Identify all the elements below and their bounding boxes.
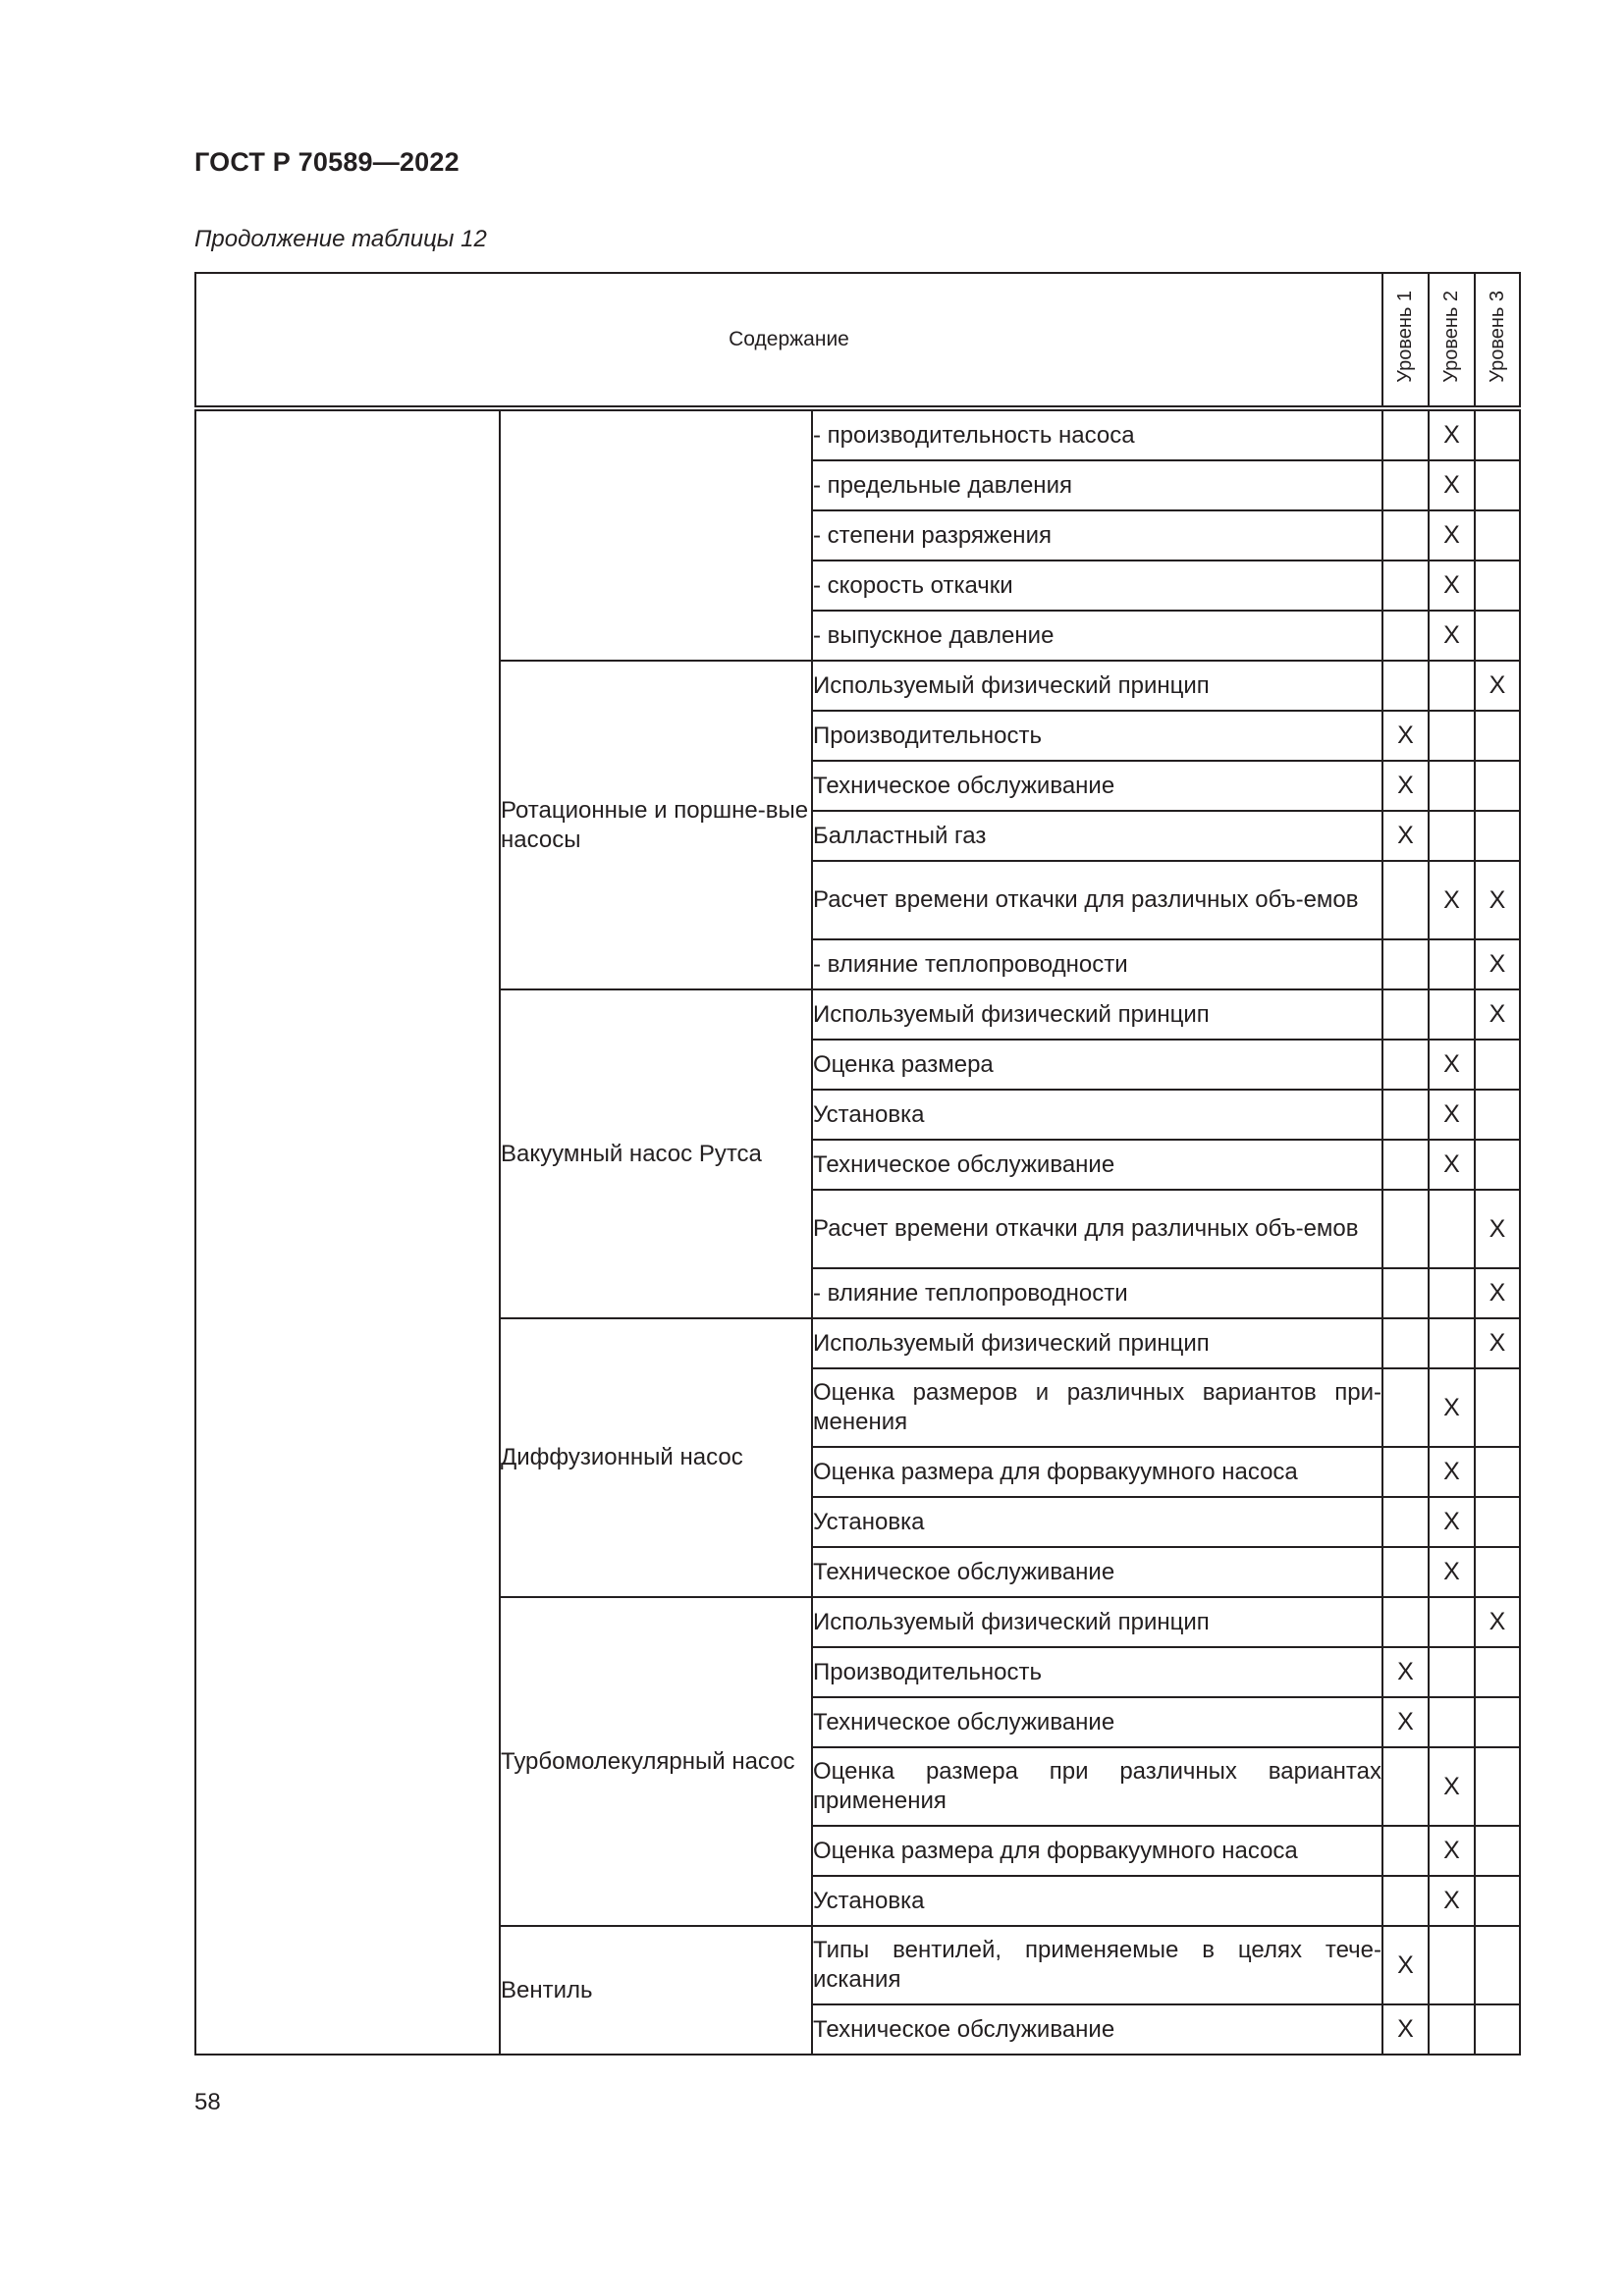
- level-2-mark: X: [1429, 561, 1475, 611]
- level-2-mark: X: [1429, 861, 1475, 939]
- topic-cell: [195, 408, 500, 2055]
- level-2-mark: X: [1429, 1547, 1475, 1597]
- content-cell: Оценка размера при различных вариантах применения: [812, 1747, 1382, 1826]
- content-cell: Используемый физический принцип: [812, 1318, 1382, 1368]
- level-1-mark: [1382, 1090, 1429, 1140]
- content-cell: Установка: [812, 1090, 1382, 1140]
- content-cell: Техническое обслуживание: [812, 761, 1382, 811]
- level-1-mark: [1382, 1876, 1429, 1926]
- level-3-mark: [1475, 1040, 1520, 1090]
- content-cell: Техническое обслуживание: [812, 2004, 1382, 2055]
- level-1-mark: [1382, 939, 1429, 989]
- content-cell: Установка: [812, 1876, 1382, 1926]
- subtopic-cell: [500, 408, 812, 661]
- level-2-mark: X: [1429, 1090, 1475, 1140]
- level-3-mark: [1475, 561, 1520, 611]
- table-header-row: [195, 273, 1520, 408]
- content-cell: Оценка размера: [812, 1040, 1382, 1090]
- level-2-mark: X: [1429, 460, 1475, 510]
- subtopic-cell: Ротационные и поршне-вые насосы: [500, 661, 812, 989]
- level-3-mark: [1475, 711, 1520, 761]
- level-3-mark: X: [1475, 1597, 1520, 1647]
- level-2-mark: [1429, 1697, 1475, 1747]
- level-1-mark: [1382, 1747, 1429, 1826]
- level-1-mark: X: [1382, 1647, 1429, 1697]
- subtopic-cell: Диффузионный насос: [500, 1318, 812, 1597]
- level-2-mark: X: [1429, 1368, 1475, 1447]
- level-3-mark: [1475, 1647, 1520, 1697]
- content-cell: Техническое обслуживание: [812, 1547, 1382, 1597]
- content-cell: Оценка размера для форвакуумного насоса: [812, 1447, 1382, 1497]
- level-2-mark: [1429, 939, 1475, 989]
- level-1-mark: X: [1382, 711, 1429, 761]
- level-3-mark: [1475, 811, 1520, 861]
- level-1-mark: [1382, 561, 1429, 611]
- level-1-mark: X: [1382, 2004, 1429, 2055]
- subtopic-cell: Вакуумный насос Рутса: [500, 989, 812, 1318]
- content-cell: Производительность: [812, 711, 1382, 761]
- content-cell: Используемый физический принцип: [812, 1597, 1382, 1647]
- level-3-mark: [1475, 1547, 1520, 1597]
- content-cell: Оценка размера для форвакуумного насоса: [812, 1826, 1382, 1876]
- level-1-mark: X: [1382, 761, 1429, 811]
- level-2-mark: [1429, 2004, 1475, 2055]
- level-3-mark: [1475, 1497, 1520, 1547]
- level-1-mark: [1382, 1497, 1429, 1547]
- level-1-mark: [1382, 1268, 1429, 1318]
- content-cell: - влияние теплопроводности: [812, 1268, 1382, 1318]
- level-2-mark: X: [1429, 510, 1475, 561]
- level-1-mark: [1382, 510, 1429, 561]
- level-2-mark: [1429, 1190, 1475, 1268]
- level-3-mark: X: [1475, 989, 1520, 1040]
- level-1-mark: X: [1382, 1926, 1429, 2004]
- level-2-mark: X: [1429, 611, 1475, 661]
- level-1-mark: [1382, 460, 1429, 510]
- level-1-mark: [1382, 989, 1429, 1040]
- level-2-mark: X: [1429, 1826, 1475, 1876]
- content-cell: Расчет времени откачки для различных объ-емов: [812, 861, 1382, 939]
- content-cell: Типы вентилей, применяемые в целях тече-искания: [812, 1926, 1382, 2004]
- table-caption: Продолжение таблицы 12: [194, 226, 487, 252]
- level-2-mark: [1429, 1597, 1475, 1647]
- content-cell: - влияние теплопроводности: [812, 939, 1382, 989]
- level-3-mark: [1475, 761, 1520, 811]
- content-cell: Установка: [812, 1497, 1382, 1547]
- level-2-mark: [1429, 811, 1475, 861]
- content-cell: Используемый физический принцип: [812, 989, 1382, 1040]
- level-3-mark: X: [1475, 1190, 1520, 1268]
- level-3-mark: X: [1475, 1268, 1520, 1318]
- level-3-mark: [1475, 408, 1520, 460]
- content-cell: - степени разряжения: [812, 510, 1382, 561]
- level-1-mark: X: [1382, 811, 1429, 861]
- level-1-mark: [1382, 611, 1429, 661]
- level-2-mark: [1429, 711, 1475, 761]
- level-1-mark: [1382, 1040, 1429, 1090]
- level-3-mark: [1475, 1747, 1520, 1826]
- content-cell: - скорость откачки: [812, 561, 1382, 611]
- level-3-mark: X: [1475, 661, 1520, 711]
- level-1-mark: [1382, 408, 1429, 460]
- level-2-mark: [1429, 761, 1475, 811]
- level-3-mark: [1475, 1090, 1520, 1140]
- content-column-header: Содержание: [195, 273, 1382, 408]
- competency-table: [194, 272, 1521, 2056]
- document-code: ГОСТ Р 70589—2022: [194, 147, 460, 177]
- level-3-mark: [1475, 2004, 1520, 2055]
- level-3-mark: [1475, 1876, 1520, 1926]
- level-2-mark: X: [1429, 1876, 1475, 1926]
- level-2-mark: X: [1429, 1447, 1475, 1497]
- level-2-mark: X: [1429, 1040, 1475, 1090]
- level-2-column-header: Уровень 2: [1429, 273, 1475, 408]
- level-2-mark: [1429, 1268, 1475, 1318]
- subtopic-cell: Вентиль: [500, 1926, 812, 2055]
- level-3-mark: [1475, 1447, 1520, 1497]
- level-2-mark: X: [1429, 1497, 1475, 1547]
- level-2-mark: [1429, 1647, 1475, 1697]
- level-3-mark: X: [1475, 939, 1520, 989]
- level-1-mark: [1382, 1826, 1429, 1876]
- table-row: [195, 408, 1520, 460]
- level-1-column-header: Уровень 1: [1382, 273, 1429, 408]
- level-3-mark: [1475, 1826, 1520, 1876]
- content-cell: Техническое обслуживание: [812, 1697, 1382, 1747]
- level-2-mark: [1429, 661, 1475, 711]
- level-2-mark: X: [1429, 1747, 1475, 1826]
- level-3-mark: [1475, 1926, 1520, 2004]
- content-cell: Производительность: [812, 1647, 1382, 1697]
- subtopic-cell: Турбомолекулярный насос: [500, 1597, 812, 1926]
- content-cell: Используемый физический принцип: [812, 661, 1382, 711]
- level-2-mark: [1429, 989, 1475, 1040]
- level-3-mark: [1475, 611, 1520, 661]
- level-2-mark: X: [1429, 408, 1475, 460]
- level-3-column-header: Уровень 3: [1475, 273, 1520, 408]
- level-1-mark: [1382, 861, 1429, 939]
- content-cell: Оценка размеров и различных вариантов при-менения: [812, 1368, 1382, 1447]
- level-3-mark: [1475, 510, 1520, 561]
- page-number: 58: [194, 2089, 221, 2115]
- level-3-mark: X: [1475, 1318, 1520, 1368]
- content-cell: Расчет времени откачки для различных объ-емов: [812, 1190, 1382, 1268]
- level-1-mark: [1382, 1368, 1429, 1447]
- level-2-mark: [1429, 1318, 1475, 1368]
- level-1-mark: [1382, 1447, 1429, 1497]
- content-cell: Балластный газ: [812, 811, 1382, 861]
- level-1-mark: [1382, 1190, 1429, 1268]
- level-3-mark: X: [1475, 861, 1520, 939]
- level-3-mark: [1475, 1140, 1520, 1190]
- level-3-mark: [1475, 1697, 1520, 1747]
- level-1-mark: [1382, 1140, 1429, 1190]
- level-3-mark: [1475, 1368, 1520, 1447]
- content-cell: Техническое обслуживание: [812, 1140, 1382, 1190]
- level-2-mark: [1429, 1926, 1475, 2004]
- level-1-mark: [1382, 1547, 1429, 1597]
- level-2-mark: X: [1429, 1140, 1475, 1190]
- content-cell: - предельные давления: [812, 460, 1382, 510]
- level-1-mark: [1382, 661, 1429, 711]
- content-cell: - выпускное давление: [812, 611, 1382, 661]
- level-1-mark: [1382, 1597, 1429, 1647]
- level-3-mark: [1475, 460, 1520, 510]
- level-1-mark: X: [1382, 1697, 1429, 1747]
- content-cell: - производительность насоса: [812, 408, 1382, 460]
- level-1-mark: [1382, 1318, 1429, 1368]
